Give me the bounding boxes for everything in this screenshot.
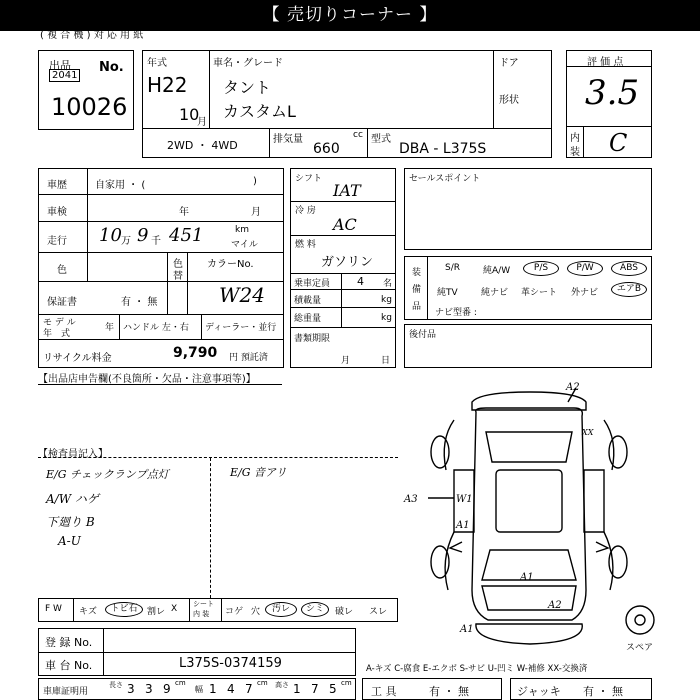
mileage-rest: 451 <box>169 225 204 246</box>
capacity-value: 4 <box>357 275 364 288</box>
history-value: 自家用 ・ ( <box>95 180 146 191</box>
recycle-value: 9,790 <box>173 345 218 361</box>
width-digit-3: 7 <box>245 682 253 696</box>
equipment-label-3: 品 <box>412 302 422 312</box>
docs-day: 日 <box>381 356 391 366</box>
seat-hole: 穴 <box>251 607 261 617</box>
diagram-mark-front-left: A1 <box>460 624 474 635</box>
docs-label: 書類期限 <box>294 334 331 344</box>
inspector-note-right-1: E/G 音アリ <box>230 466 287 479</box>
month-value: 10 <box>179 105 200 124</box>
vehicle-box <box>142 50 552 158</box>
registration-box <box>38 628 356 676</box>
model-year-label-2: 年 式 <box>43 329 71 339</box>
inspection-month-unit: 月 <box>251 207 261 218</box>
seat-burn: コゲ <box>225 607 244 617</box>
inspector-note-2: A/W ハゲ <box>46 492 99 506</box>
height-digit-1: 1 <box>293 682 301 696</box>
after-items-box <box>404 324 652 368</box>
displacement-value: 660 <box>313 141 340 157</box>
dealer-label: ディーラー・並行 <box>205 323 277 333</box>
interior-check-box <box>38 598 398 622</box>
warranty-value: 有 ・ 無 <box>121 297 158 308</box>
sales-point-label: セールスポイント <box>409 174 481 184</box>
inspector-box <box>38 457 398 597</box>
km-label: km <box>235 225 249 235</box>
load-label: 積載量 <box>294 296 322 306</box>
reg-label: 登 録 No. <box>45 636 93 649</box>
inspection-year-unit: 年 <box>179 207 189 218</box>
interior-label-2: 装 <box>570 147 580 158</box>
shape-label: 形状 <box>499 95 519 106</box>
diagram-mark-left-door-2: A1 <box>456 520 470 531</box>
color-label: 色 <box>57 265 67 276</box>
dimensions-label: 車庫証明用 <box>43 687 89 697</box>
sales-point-box <box>404 168 652 250</box>
name-value: タント <box>223 78 272 97</box>
inspection-label: 車検 <box>47 207 67 218</box>
year-value: H22 <box>147 73 188 97</box>
height-digit-3: 5 <box>329 682 337 696</box>
capacity-unit: 名 <box>383 279 393 289</box>
equip-abs: ABS <box>611 261 647 276</box>
fw-crack: 割レ <box>147 607 166 617</box>
length-label: 長さ <box>109 681 123 689</box>
diagram-mark-hood: A2 <box>548 600 562 611</box>
equip-airbag: エアB <box>611 282 647 297</box>
width-label: 幅 <box>195 685 203 694</box>
inspector-note-4: A-U <box>58 534 81 548</box>
ac-label: 冷 房 <box>295 206 316 216</box>
diagram-mark-rear: A2 <box>566 382 580 393</box>
fw-chip: トビ石 <box>105 602 143 617</box>
model-label: 型式 <box>371 134 391 145</box>
jack-box <box>510 678 652 700</box>
height-unit: cm <box>341 679 352 687</box>
eval-label: 評 価 点 <box>587 57 624 68</box>
mileage-man: 10 <box>99 225 122 246</box>
ac-value: AC <box>333 215 357 234</box>
equipment-label-2: 備 <box>412 285 422 295</box>
lot-number: 10026 <box>51 93 128 121</box>
displacement-label: 排気量 <box>273 134 303 145</box>
height-digit-2: 7 <box>311 682 319 696</box>
inspector-label: 【検査員記入】 <box>38 449 108 460</box>
grade-value: カスタムL <box>223 102 296 121</box>
mileage-label: 走行 <box>47 236 67 247</box>
width-digit-2: 4 <box>227 682 235 696</box>
lot-year: 2041 <box>49 69 80 82</box>
fw-x: X <box>171 604 178 614</box>
fw-scratch: キズ <box>79 607 97 617</box>
length-digit-2: 3 <box>145 682 153 696</box>
damage-legend: A-キズ C-腐食 E-エクボ S-サビ U-凹ミ W-補修 XX-交換済 <box>366 664 588 674</box>
handle-label: ハンドル 左・右 <box>123 323 189 333</box>
model-value: DBA - L375S <box>399 141 487 157</box>
tools-box <box>362 678 502 700</box>
car-damage-diagram <box>400 380 670 655</box>
tools-label: 工 具 <box>371 685 397 698</box>
warranty-label: 保証書 <box>47 297 77 308</box>
history-box <box>38 168 284 368</box>
jack-label: ジャッキ <box>517 685 561 698</box>
shift-label: シフト <box>295 174 323 184</box>
mileage-man-unit: 万 <box>121 236 131 247</box>
history-close: ) <box>253 176 257 187</box>
diagram-mark-left: A3 <box>404 494 418 505</box>
length-unit: cm <box>175 679 186 687</box>
seat-label-2: 内 装 <box>193 610 210 618</box>
length-digit-1: 3 <box>127 682 135 696</box>
color-no-label: カラーNo. <box>207 259 254 270</box>
specs-box <box>290 168 396 368</box>
equip-aw: 純A/W <box>483 266 511 276</box>
navi-model-label: ナビ型番 : <box>435 308 477 318</box>
color-change-1: 色 <box>173 259 183 270</box>
diagram-mark-front: A1 <box>520 572 534 583</box>
spare-label: スペア <box>626 643 654 653</box>
model-year-label-1: モ デ ル <box>43 318 76 328</box>
after-items-label: 後付品 <box>409 330 437 340</box>
seat-label-1: シート <box>193 600 214 608</box>
lot-no-label: No. <box>99 60 124 75</box>
equip-ext-navi: 外ナビ <box>571 288 599 298</box>
month-unit: 月 <box>197 117 207 128</box>
color-no-value: W24 <box>219 283 266 307</box>
equip-leather: 革シート <box>521 288 558 298</box>
seat-wear: スレ <box>369 607 388 617</box>
page-header: 【 売切りコーナー 】 <box>0 0 700 31</box>
displacement-unit: cc <box>353 130 363 140</box>
fuel-value: ガソリン <box>321 255 374 270</box>
shift-value: IAT <box>333 181 361 200</box>
interior-value: C <box>609 129 628 157</box>
width-unit: cm <box>257 679 268 687</box>
fuel-label: 燃 料 <box>295 240 316 250</box>
lot-box <box>38 50 134 130</box>
equip-tv: 純TV <box>437 288 458 298</box>
docs-month: 月 <box>341 356 351 366</box>
fw-label: F W <box>45 604 62 614</box>
diagram-mark-rear-right: XX <box>582 428 594 437</box>
seat-stain: シミ <box>301 602 329 617</box>
jack-value: 有 ・ 無 <box>583 685 623 698</box>
seller-notes-label: 【出品店申告欄(不良箇所・欠品・注意事項等)】 <box>38 374 256 385</box>
gross-label: 総重量 <box>294 314 322 324</box>
name-label: 車名・グレード <box>213 58 283 69</box>
seat-tear: 破レ <box>335 607 354 617</box>
height-label: 高さ <box>275 681 289 689</box>
history-label: 車歴 <box>47 180 67 191</box>
equip-pw: P/W <box>567 261 603 276</box>
gross-unit: kg <box>381 313 392 323</box>
eval-value: 3.5 <box>585 73 640 113</box>
load-unit: kg <box>381 295 392 305</box>
interior-label-1: 内 <box>570 133 580 144</box>
drive-value: 2WD ・ 4WD <box>167 139 238 152</box>
grade-box <box>566 50 652 158</box>
equipment-box <box>404 256 652 320</box>
mileage-sen-unit: 千 <box>151 236 161 247</box>
chassis-label: 車 台 No. <box>45 659 93 672</box>
equip-ps: P/S <box>523 261 559 276</box>
dimensions-box <box>38 678 356 700</box>
mile-label: マイル <box>231 240 258 250</box>
chassis-value: L375S-0374159 <box>179 656 282 671</box>
width-digit-1: 1 <box>209 682 217 696</box>
diagram-mark-left-door: W1 <box>456 494 473 505</box>
equip-sr: S/R <box>445 263 460 273</box>
inspector-note-1: E/G チェックランプ点灯 <box>46 468 169 481</box>
length-digit-3: 9 <box>163 682 171 696</box>
tools-value: 有 ・ 無 <box>429 685 469 698</box>
year-label: 年式 <box>147 58 167 69</box>
model-year-unit: 年 <box>105 323 115 333</box>
recycle-label: リサイクル料金 <box>43 353 112 364</box>
equipment-label-1: 装 <box>412 268 422 278</box>
door-label: ドア <box>499 58 519 69</box>
lot-label: 出品 <box>49 59 71 72</box>
inspector-note-3: 下廻り B <box>46 515 95 529</box>
sheet-note: ( 複 合 機 ) 対 応 用 紙 <box>40 30 144 41</box>
color-change-2: 替 <box>173 271 183 282</box>
seat-dirt: 汚レ <box>265 602 297 617</box>
equip-navi: 純ナビ <box>481 288 509 298</box>
capacity-label: 乗車定員 <box>294 279 331 289</box>
mileage-sen: 9 <box>137 225 149 246</box>
recycle-unit: 円 預託済 <box>229 353 268 363</box>
